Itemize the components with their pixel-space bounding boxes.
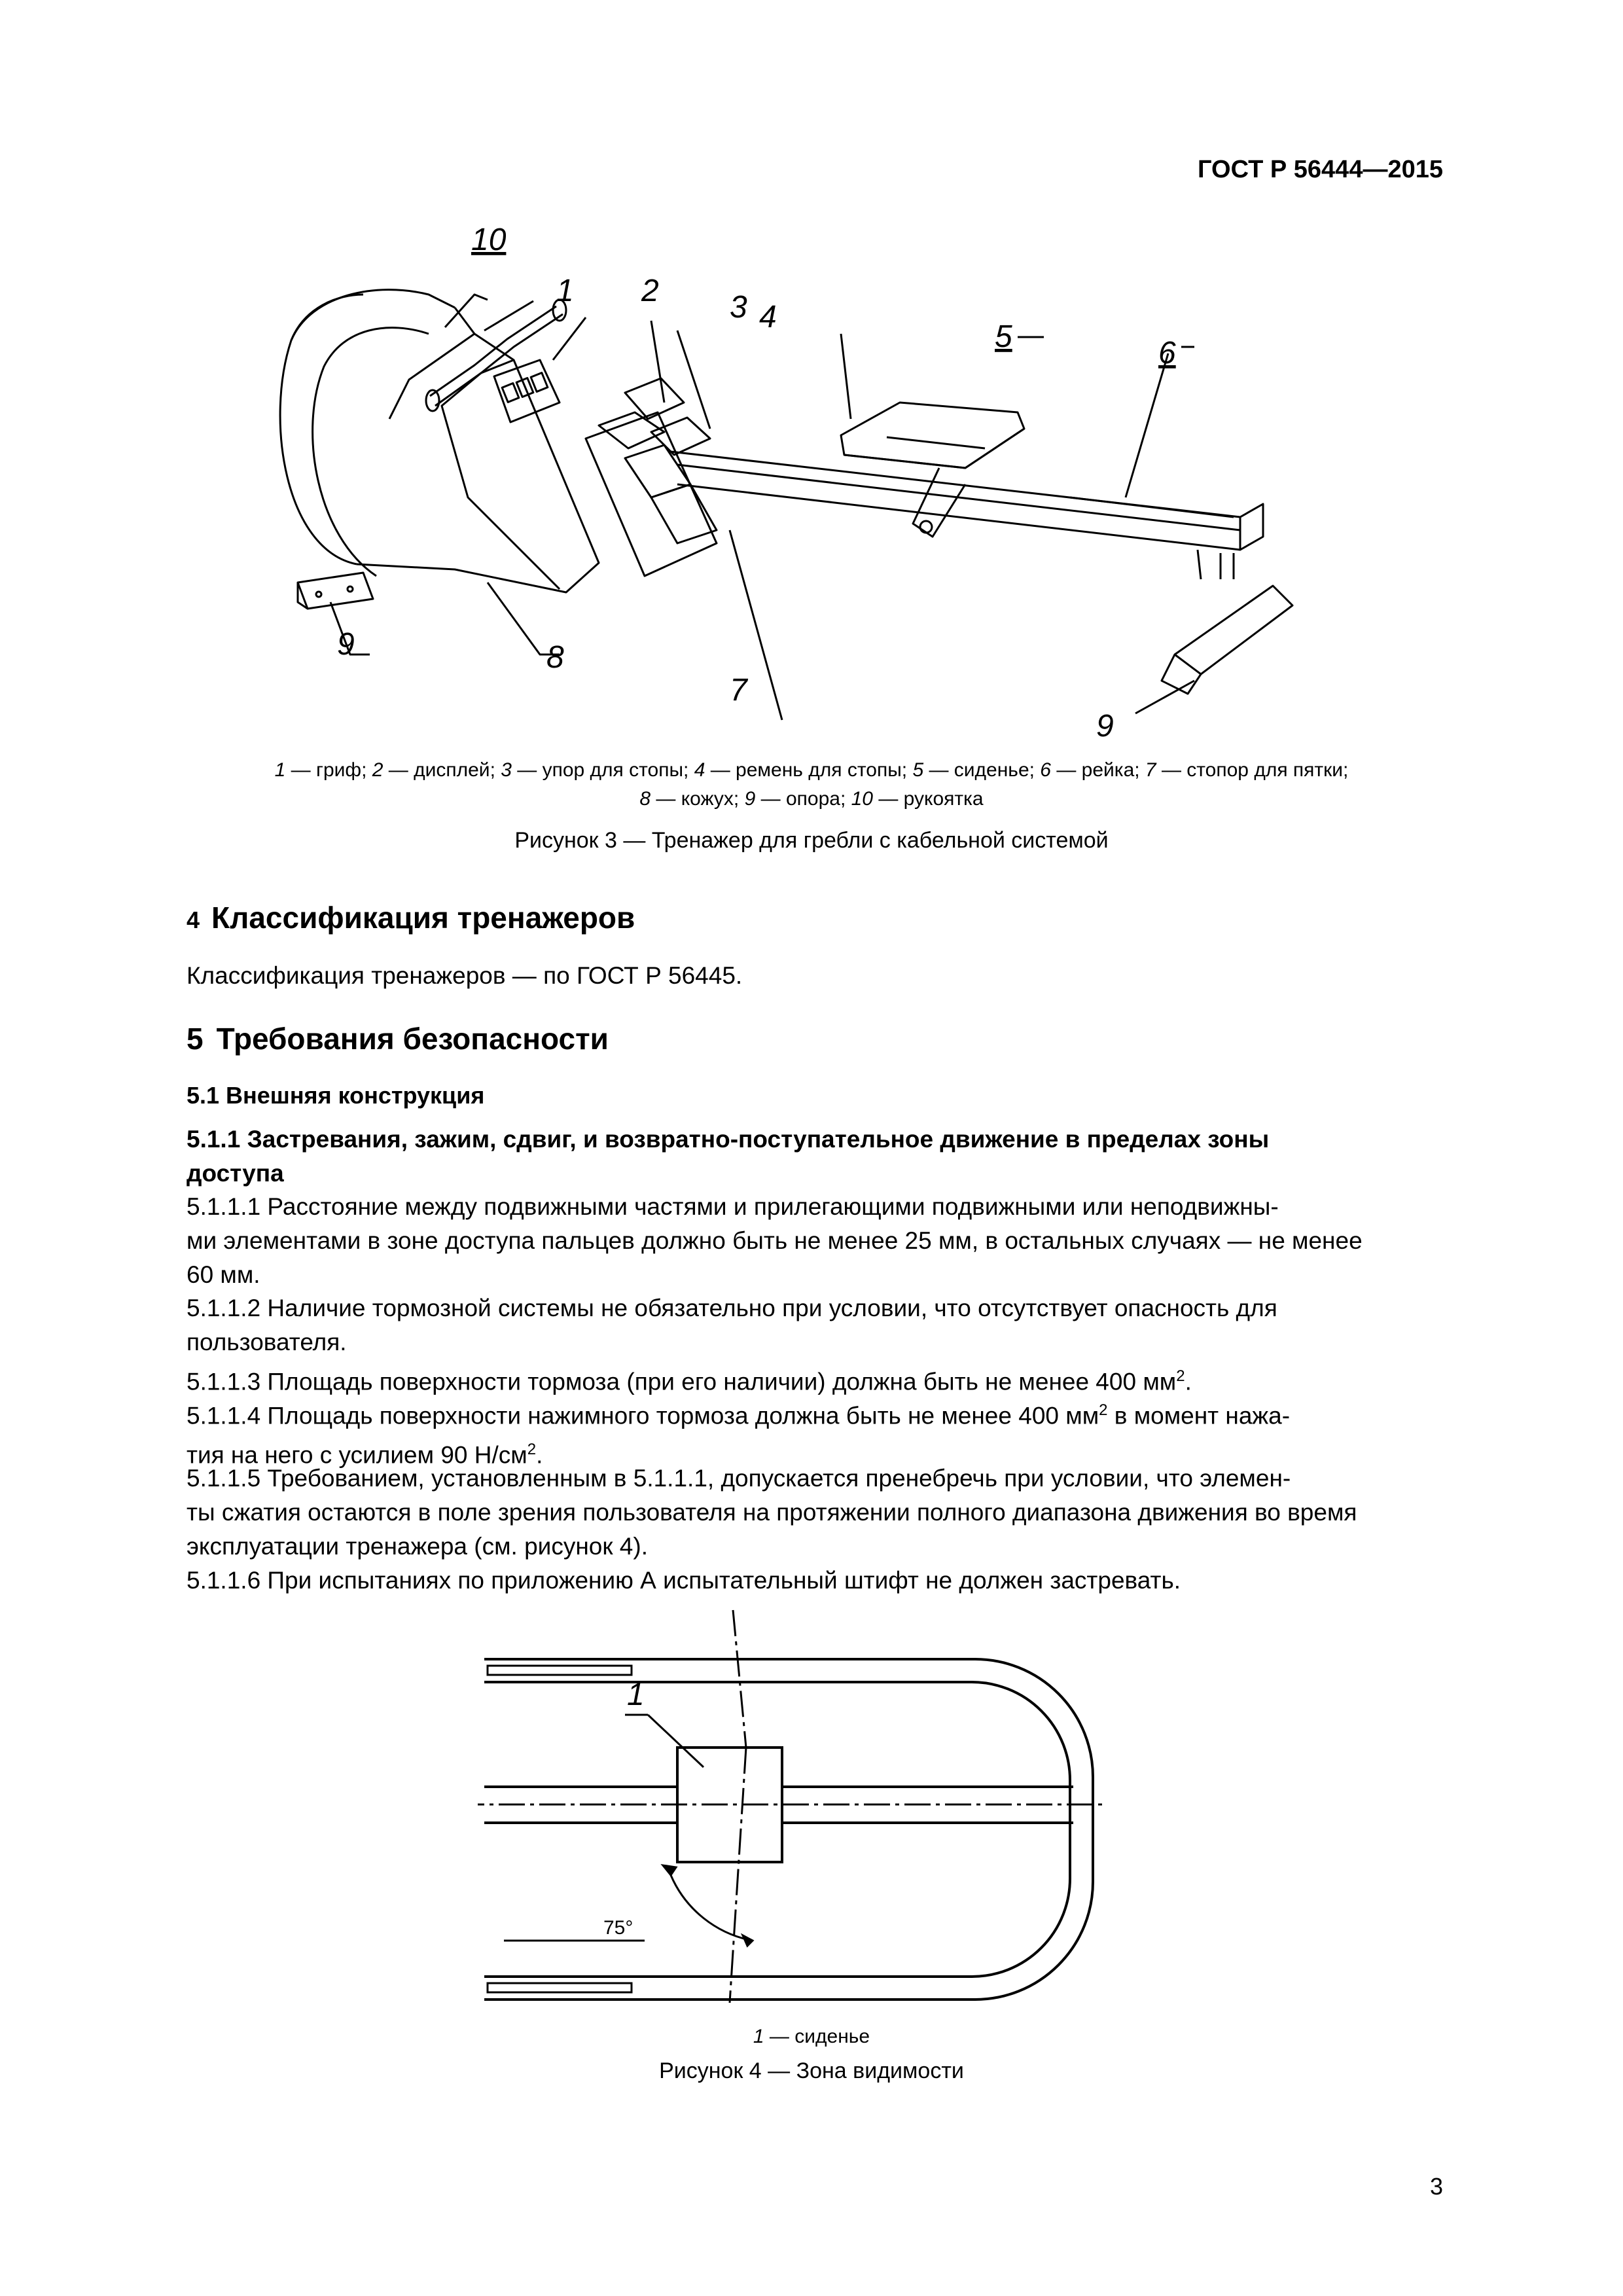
- figure3-legend-item-num-3: 3: [501, 759, 512, 781]
- p3-end: .: [1185, 1368, 1192, 1395]
- figure3-callout-2: 2: [641, 274, 659, 308]
- figure3-legend-item-text-3: — упор для стопы;: [511, 759, 694, 781]
- p3-text: 5.1.1.3 Площадь поверхности тормоза (при его наличии) должна быть не менее 400 мм: [187, 1368, 1177, 1395]
- figure3-legend-item-text-8: — кожух;: [651, 788, 745, 810]
- figure3-legend-item-num-6: 6: [1040, 759, 1051, 781]
- p3-sup: 2: [1176, 1367, 1185, 1385]
- figure3-legend-item-text-5: — сиденье;: [923, 759, 1041, 781]
- figure4-legend-text: — сиденье: [764, 2026, 870, 2047]
- figure3-legend-item-text-7: — стопор для пятки;: [1156, 759, 1349, 781]
- figure3-legend-item-num-10: 10: [851, 788, 873, 810]
- figure3-callout-10: 10: [471, 223, 507, 257]
- figure3-legend-item-num-4: 4: [694, 759, 705, 781]
- figure3-callout-4: 4: [759, 300, 777, 334]
- figure3-callout-6: 6: [1158, 336, 1176, 370]
- p5-line2: ты сжатия остаются в поле зрения пользователя на протяжении полного диапазона движения во время: [187, 1499, 1357, 1526]
- section5-heading: [187, 1021, 609, 1056]
- visibility-zone-figure: [478, 1607, 1106, 2006]
- subsection-5-1-1-line1: 5.1.1 Застревания, зажим, сдвиг, и возвратно-поступательное движение в пределах зоны: [187, 1126, 1270, 1153]
- p4-end: .: [536, 1441, 543, 1469]
- subsection-5-1-1: [187, 1122, 1446, 1191]
- figure3-legend-item-num-5: 5: [912, 759, 924, 781]
- section5-number: 5: [187, 1022, 204, 1056]
- figure4-legend-num: 1: [753, 2026, 764, 2047]
- p1-line2: ми элементами в зоне доступа пальцев должно быть не менее 25 мм, в остальных случаях — не менее: [187, 1227, 1363, 1254]
- p4-line2: тия на него с усилием 90 Н/см: [187, 1441, 527, 1469]
- p5-line3: эксплуатации тренажера (см. рисунок 4).: [187, 1533, 648, 1560]
- figure3-callout-3: 3: [730, 290, 747, 325]
- figure3-callout-8: 8: [546, 640, 564, 675]
- figure3-callout-1: 1: [556, 274, 574, 308]
- page-number: 3: [1429, 2173, 1443, 2200]
- p4-rest: в момент нажа-: [1107, 1402, 1291, 1429]
- paragraph-5-1-1-4: [187, 1393, 1446, 1473]
- paragraph-5-1-1-1: [187, 1190, 1446, 1292]
- p2-line2: пользователя.: [187, 1329, 347, 1355]
- figure3-callout-5: 5: [995, 319, 1012, 354]
- rowing-machine-figure: [259, 223, 1319, 759]
- figure3-legend-line2: [118, 785, 1505, 814]
- figure3-legend-item-num-2: 2: [372, 759, 383, 781]
- figure4-callout-1: 1: [627, 1677, 645, 1712]
- figure3-legend-item-num-8: 8: [639, 788, 651, 810]
- section4-heading: [187, 900, 635, 935]
- p4-sup: 2: [1099, 1401, 1108, 1419]
- section4-text: Классификация тренажеров — по ГОСТ Р 56445.: [187, 962, 743, 989]
- figure4-caption: Рисунок 4 — Зона видимости: [659, 2058, 964, 2083]
- figure3-legend-item-num-9: 9: [744, 788, 756, 810]
- section4-number: 4: [187, 906, 200, 933]
- figure3-legend-item-text-9: — опора;: [755, 788, 851, 810]
- figure3-legend: [118, 756, 1505, 814]
- figure3-legend-item-text-4: — ремень для стопы;: [705, 759, 913, 781]
- p4-sup2: 2: [527, 1441, 537, 1459]
- section4-title: Классификация тренажеров: [211, 901, 635, 935]
- subsection-5-1: 5.1 Внешняя конструкция: [187, 1082, 485, 1109]
- figure3-legend-line1: [118, 756, 1505, 785]
- p2-line1: 5.1.1.2 Наличие тормозной системы не обязательно при условии, что отсутствует опасность для: [187, 1295, 1277, 1321]
- p5-line1: 5.1.1.5 Требованием, установленным в 5.1.1.1, допускается пренебречь при условии, что элемен-: [187, 1465, 1291, 1492]
- figure3-legend-item-text-1: — гриф;: [285, 759, 372, 781]
- figure3-legend-item-num-7: 7: [1145, 759, 1156, 781]
- figure3-callout-9a: 9: [337, 627, 355, 662]
- figure3-legend-item-num-1: 1: [274, 759, 286, 781]
- paragraph-5-1-1-2: [187, 1291, 1446, 1359]
- figure3-callout-7: 7: [730, 673, 747, 708]
- section5-title: Требования безопасности: [216, 1022, 609, 1056]
- figure3-legend-item-text-2: — дисплей;: [383, 759, 501, 781]
- figure3-caption: Рисунок 3 — Тренажер для гребли с кабельной системой: [514, 828, 1109, 853]
- p4-text: 5.1.1.4 Площадь поверхности нажимного тормоза должна быть не менее 400 мм: [187, 1402, 1099, 1429]
- paragraph-5-1-1-5: [187, 1462, 1446, 1564]
- figure3-legend-item-text-10: — рукоятка: [873, 788, 984, 810]
- paragraph-5-1-1-6: 5.1.1.6 При испытаниях по приложению А испытательный штифт не должен застревать.: [187, 1567, 1181, 1594]
- figure3-callout-9b: 9: [1096, 709, 1114, 744]
- p1-line3: 60 мм.: [187, 1261, 260, 1288]
- figure4-angle-label: 75°: [603, 1917, 633, 1939]
- subsection-5-1-1-line2: доступа: [187, 1160, 284, 1187]
- figure4-legend: [118, 2026, 1505, 2048]
- figure3-legend-item-text-6: — рейка;: [1050, 759, 1145, 781]
- document-header: ГОСТ Р 56444—2015: [1198, 156, 1443, 183]
- p1-line1: 5.1.1.1 Расстояние между подвижными частями и прилегающими подвижными или неподвижны-: [187, 1193, 1279, 1220]
